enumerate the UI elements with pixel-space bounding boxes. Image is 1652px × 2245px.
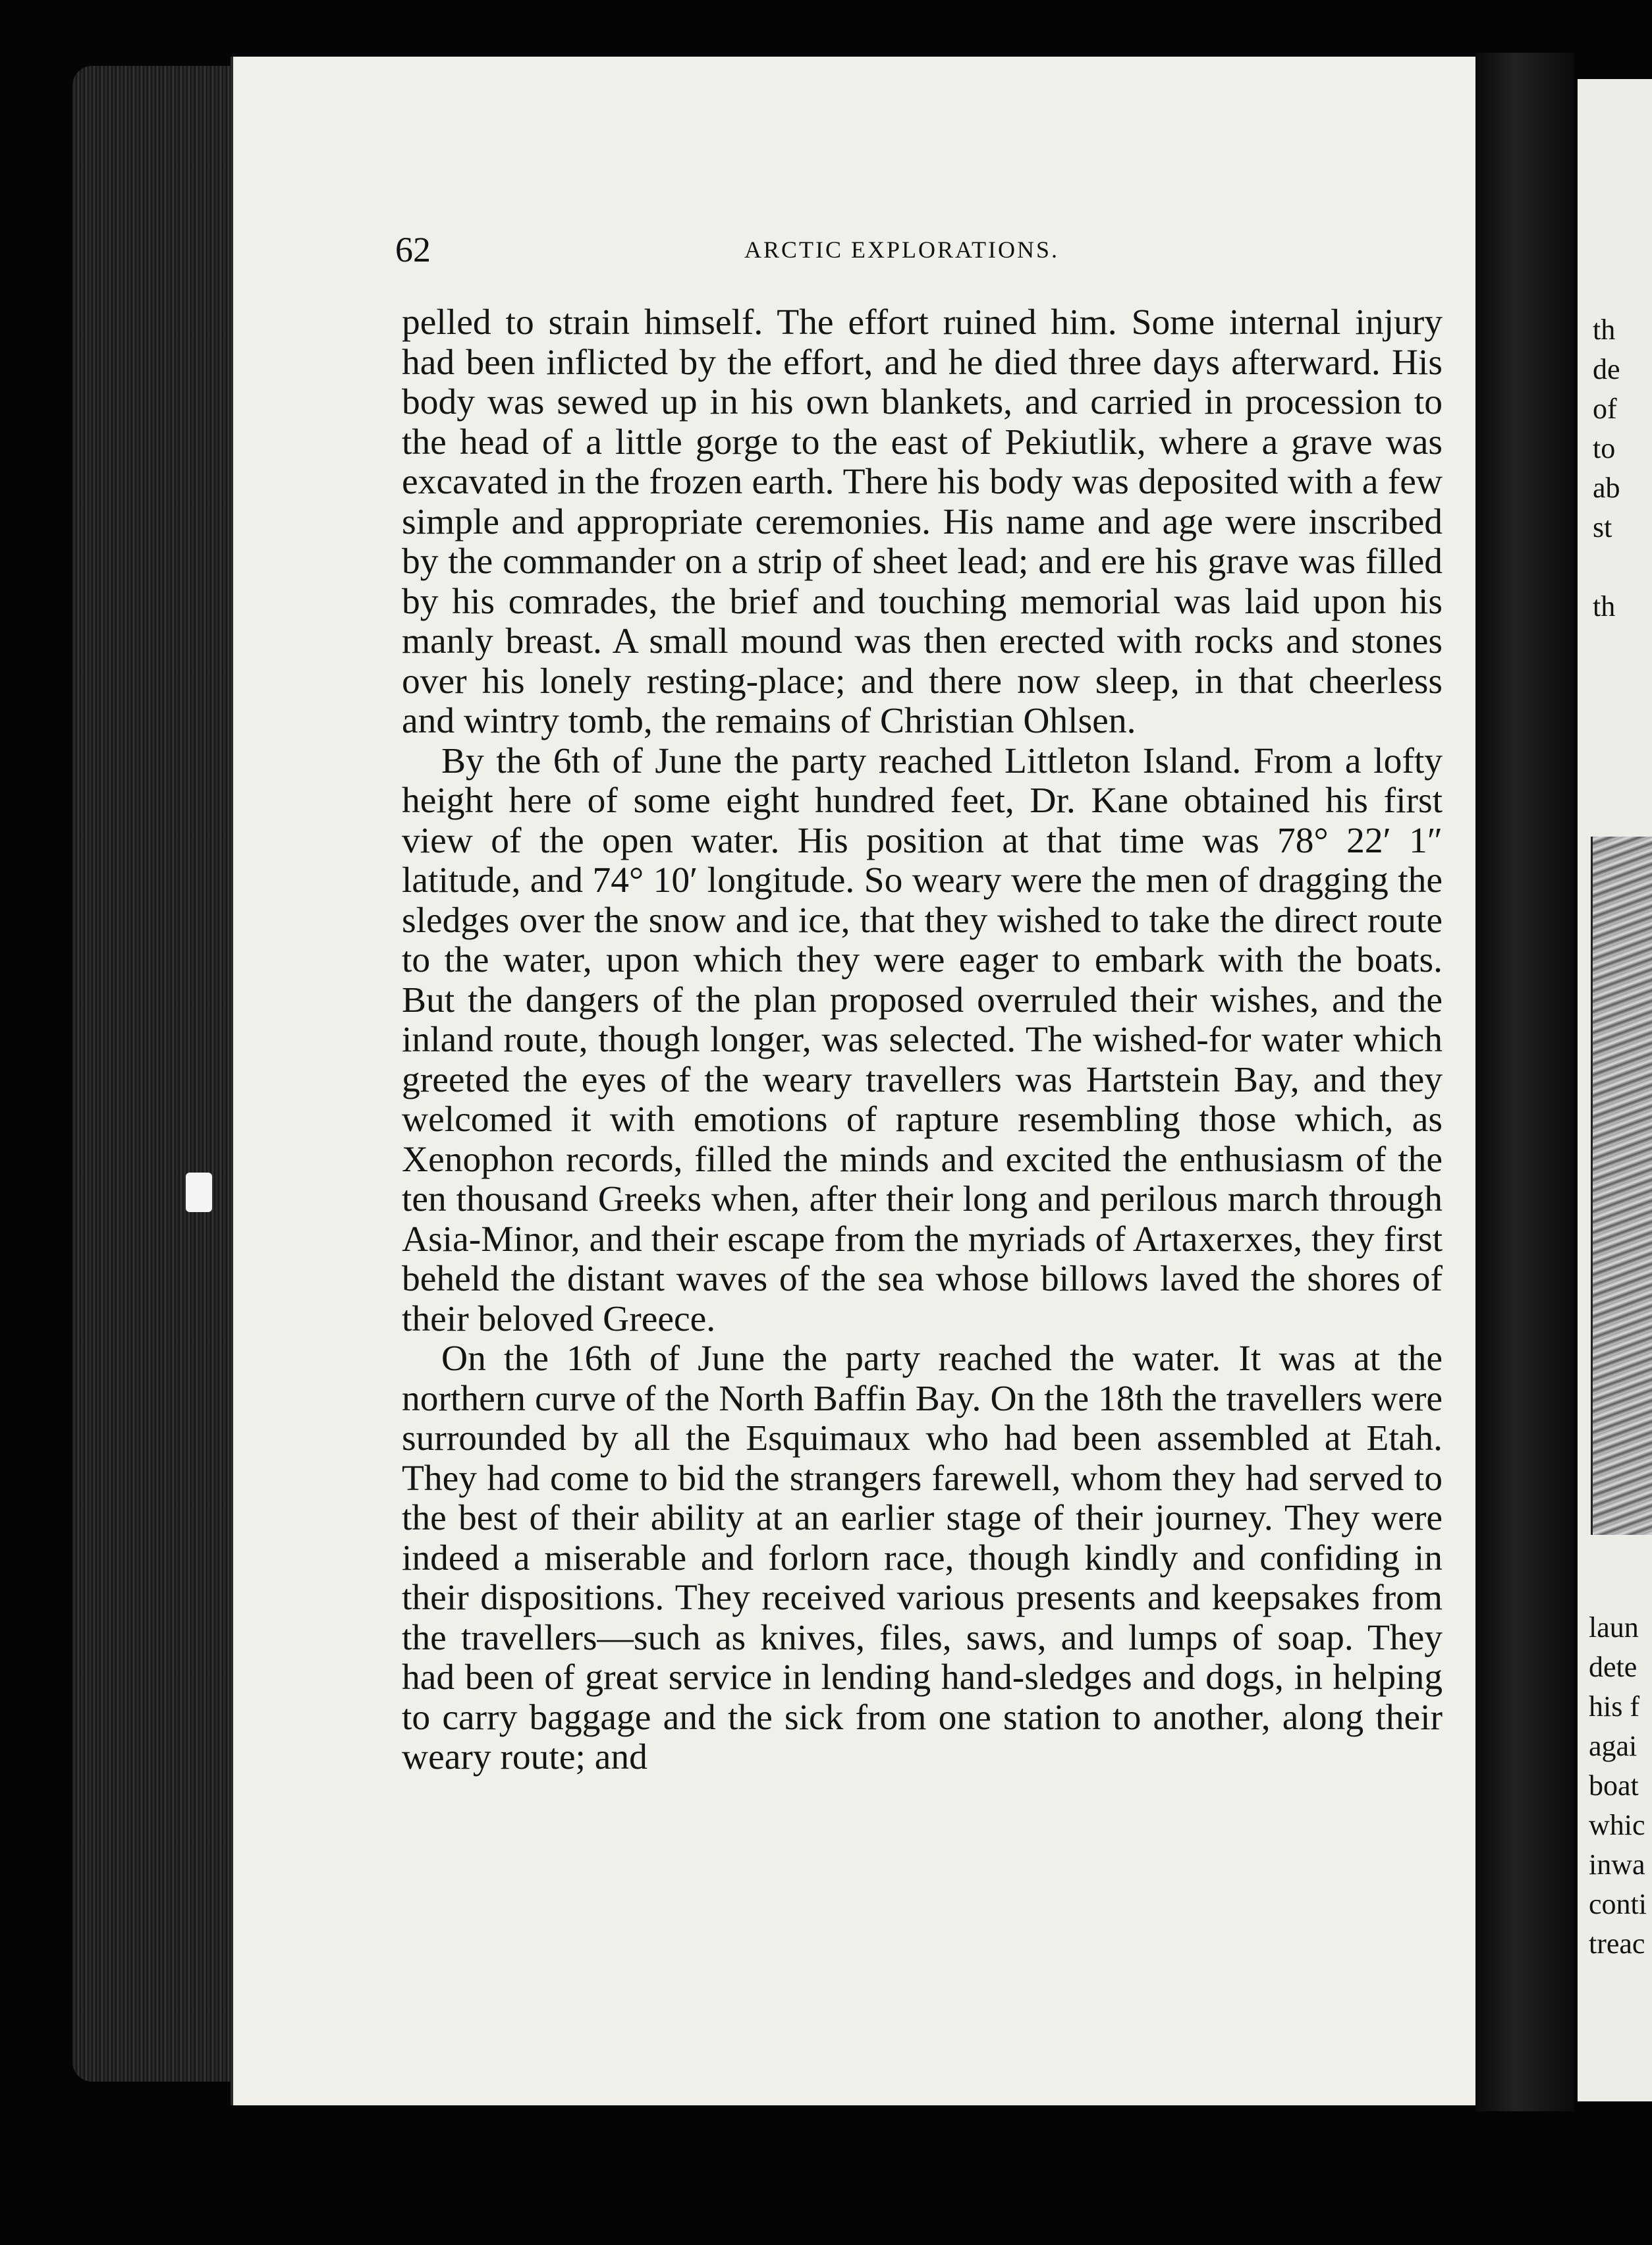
page-number: 62 [395, 230, 431, 269]
facing-page-fragment: treac [1589, 1927, 1645, 1960]
paragraph: By the 6th of June the party reached Littleton Island. From a lofty height here of some eight hundred feet, Dr. Kane obtained his first view of the open water. His position at that time was 78° 22′ 1″ latitude, and 74° 10′ longitude. So weary were the men of dragging the sledges over the snow and ice, that they wished to take the direct route to the water, upon which they were eager to embark with the boats. But the dangers of the plan proposed overruled their wishes, and the inland route, though longer, was selected. The wished-for water which greeted the eyes of the weary travellers was Hartstein Bay, and they welcomed it with emotions of rapture resembling those which, as Xenophon records, filled the minds and excited the enthusiasm of the ten thousand Greeks when, after their long and perilous march through Asia-Minor, and their escape from the myriads of Artaxerxes, they first beheld the distant waves of the sea whose billows laved the shores of their beloved Greece. [402, 740, 1443, 1339]
facing-page-fragment: his f [1589, 1690, 1639, 1723]
running-head: ARCTIC EXPLORATIONS. [744, 236, 1060, 263]
facing-page-fragment: of [1593, 393, 1617, 425]
facing-page-fragment: agai [1589, 1730, 1638, 1762]
facing-page-fragment: inwa [1589, 1848, 1645, 1881]
facing-page-engraving [1591, 837, 1652, 1535]
facing-page-fragment: dete [1589, 1651, 1638, 1683]
facing-page-fragment: to [1593, 432, 1616, 464]
facing-page-fragment: conti [1589, 1888, 1647, 1920]
facing-page-fragment: de [1593, 353, 1620, 385]
facing-page-fragment: th [1593, 314, 1616, 346]
facing-page-fragment: boat [1589, 1769, 1639, 1802]
paragraph: pelled to strain himself. The effort ruined him. Some internal injury had been inflicted by the effort, and he died three days afterward. His body was sewed up in his own blankets, and carried in procession to the head of a little gorge to the east of Pekiutlik, where a grave was excavated in the frozen earth. There his body was deposited with a few simple and appropriate ceremonies. His name and age were inscribed by the commander on a strip of sheet lead; and ere his grave was filled by his comrades, the brief and touching memorial was laid upon his manly breast. A small mound was then erected with rocks and stones over his lonely resting-place; and there now sleep, in that cheerless and wintry tomb, the remains of Christian Ohlsen. [402, 302, 1443, 741]
book-gutter [1475, 53, 1574, 2111]
facing-page-fragment: st [1593, 511, 1612, 543]
facing-page-fragment: th [1593, 590, 1616, 623]
facing-page-fragment: laun [1589, 1611, 1639, 1644]
page-header [395, 229, 1449, 269]
facing-page-fragment: ab [1593, 472, 1620, 504]
paragraph: On the 16th of June the party reached the water. It was at the northern curve of the North Baffin Bay. On the 18th the travellers were surrounded by all the Esquimaux who had been assembled at Etah. They had come to bid the strangers farewell, whom they had served to the best of their ability at an earlier stage of their journey. They were indeed a miserable and forlorn race, though kindly and confiding in their dispositions. They received various presents and keepsakes from the travellers—such as knives, files, saws, and lumps of soap. They had been of great service in lending hand-sledges and dogs, in helping to carry baggage and the sick from one station to another, along their weary route; and [402, 1339, 1443, 1777]
facing-page-fragment: whic [1589, 1809, 1645, 1841]
book-page-edges [72, 66, 237, 2082]
body-text [402, 303, 1443, 1778]
page-tab [186, 1173, 212, 1212]
